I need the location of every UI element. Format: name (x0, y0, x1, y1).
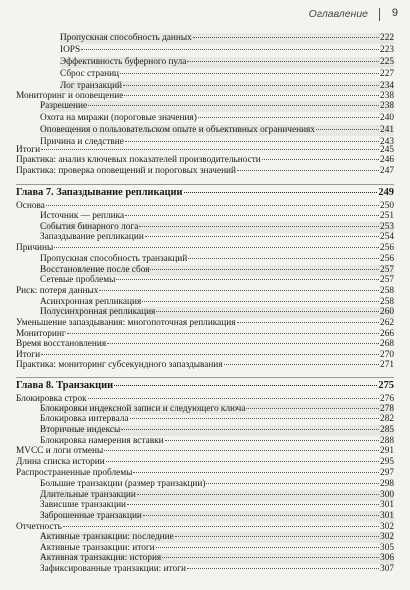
dot-leader (88, 105, 379, 106)
toc-page-number: 288 (380, 436, 394, 446)
dot-leader (175, 536, 379, 537)
toc-entry-title: IOPS (60, 45, 81, 55)
toc-page-number: 238 (380, 91, 394, 101)
toc-entry (16, 360, 394, 371)
toc-page-number: 270 (380, 350, 394, 360)
toc-entry-title: Глава 8. Транзакции (16, 380, 114, 391)
toc-entry-title: Заброшенные транзакции (40, 511, 142, 521)
toc-entry (60, 69, 394, 80)
dot-leader (114, 385, 377, 386)
dot-leader (54, 247, 379, 248)
dot-leader (145, 236, 379, 237)
dot-leader (120, 73, 379, 74)
toc-entry-title: Блокировка строк (16, 394, 87, 404)
dot-leader (187, 61, 379, 62)
toc-entry-title: Охота на миражи (пороговые значения) (40, 113, 197, 123)
toc-entry (40, 564, 394, 575)
dot-leader (121, 429, 379, 430)
toc-entry (16, 155, 394, 166)
toc-entry-title: Большие транзакции (размер транзакции) (40, 479, 206, 489)
toc-page-number: 271 (380, 360, 394, 370)
toc-entry (16, 446, 394, 457)
toc-entry (40, 113, 394, 124)
toc-entry (40, 532, 394, 543)
toc-entry-title: Мониторинг (16, 329, 66, 339)
toc-page-number: 238 (380, 101, 394, 111)
toc-entry-title: События бинарного лога (40, 222, 139, 232)
toc-entry (16, 243, 394, 254)
toc-entry (40, 254, 394, 265)
dot-leader (46, 205, 379, 206)
toc-page-number: 275 (378, 380, 394, 391)
toc-page-number: 257 (380, 265, 394, 275)
toc-entry-title: Полусинхронная репликация (40, 307, 156, 317)
toc-entry-title: MVCC и логи отмены (16, 446, 104, 456)
toc-entry-title: Причины (16, 243, 54, 253)
toc-page-number: 254 (380, 232, 394, 242)
toc-entry-title: Блокировка интервала (40, 414, 129, 424)
page-number: 9 (391, 7, 398, 19)
toc-page-number: 301 (380, 500, 394, 510)
toc-chapter-entry (16, 187, 394, 198)
toc-entry-title: Длина списка истории (16, 457, 105, 467)
toc-entry-title: Разрешение (40, 101, 88, 111)
dot-leader (139, 226, 379, 227)
dot-leader (127, 504, 379, 505)
toc-page-number: 245 (380, 145, 394, 155)
chapter-divider (16, 377, 394, 378)
dot-leader (162, 557, 379, 558)
dot-leader (104, 450, 379, 451)
dot-leader (206, 483, 379, 484)
toc-entry-title: Пропускная способность транзакций (40, 254, 188, 264)
toc-page-number: 268 (380, 339, 394, 349)
toc-page-number: 240 (380, 113, 394, 123)
toc-entry (16, 457, 394, 468)
toc-page-number: 227 (380, 69, 394, 79)
toc-page-number: 298 (380, 479, 394, 489)
dot-leader (316, 129, 379, 130)
toc-entry-title: Сетевые проблемы (40, 275, 116, 285)
toc-page-number: 301 (380, 511, 394, 521)
toc-entry (60, 33, 394, 44)
toc-page-number: 266 (380, 329, 394, 339)
toc-page-number: 257 (380, 275, 394, 285)
toc-page-number: 302 (380, 532, 394, 542)
toc-entry-title: Блокировки индексной записи и следующего ключа (40, 404, 246, 414)
toc-entry-title: Блокировка намерения вставки (40, 436, 164, 446)
toc-entry-title: Сброс страниц (60, 69, 120, 79)
dot-leader (184, 192, 378, 193)
toc-page-number: 222 (380, 33, 394, 43)
toc-entry-title: Зависшие транзакции (40, 500, 127, 510)
toc-page-number: 276 (380, 394, 394, 404)
toc-entry (60, 57, 394, 68)
toc-entry (16, 318, 394, 329)
toc-entry-title: Источник — реплика (40, 211, 125, 221)
toc-page-number: 253 (380, 222, 394, 232)
toc-entry-title: Время восстановления (16, 339, 107, 349)
toc-page-number: 258 (380, 297, 394, 307)
toc-page-number: 243 (380, 137, 394, 147)
dot-leader (125, 215, 379, 216)
toc-entry-title: Уменьшение запаздывания: многопоточная репликация (16, 318, 236, 328)
dot-leader (125, 141, 379, 142)
toc-entry-title: Зафиксированные транзакции: итоги (40, 564, 186, 574)
dot-leader (137, 494, 379, 495)
toc-page-number: 302 (380, 522, 394, 532)
toc-entry (40, 307, 394, 318)
dot-leader (41, 149, 379, 150)
toc-entry-title: Асинхронная репликация (40, 297, 142, 307)
toc-entry (40, 553, 394, 564)
toc-entry (40, 479, 394, 490)
toc-entry-title: Глава 7. Запаздывание репликации (16, 187, 183, 198)
toc-page-number: 285 (380, 425, 394, 435)
running-title: Оглавление (308, 8, 368, 20)
toc-entry (16, 166, 394, 177)
toc-page-number: 241 (380, 125, 394, 135)
dot-leader (165, 440, 379, 441)
toc-entry-title: Основа (16, 201, 45, 211)
toc-entry-title: Мониторинг и оповещение (16, 91, 124, 101)
toc-page-number: 278 (380, 404, 394, 414)
toc-entry-title: Практика: мониторинг субсекундного запаздывания (16, 360, 223, 370)
toc-entry (60, 45, 394, 56)
dot-leader (124, 95, 379, 96)
toc-page-number: 246 (380, 155, 394, 165)
toc-entry-title: Запаздывание репликации (40, 232, 144, 242)
toc-page-number: 260 (380, 307, 394, 317)
toc-entry-title: Практика: анализ ключевых показателей производительности (16, 155, 261, 165)
dot-leader (237, 322, 380, 323)
toc-entry (16, 339, 394, 350)
dot-leader (150, 269, 379, 270)
dot-leader (116, 279, 379, 280)
dot-leader (41, 354, 379, 355)
toc-entry-title: Эффективность буферного пула (60, 57, 187, 67)
toc-entry (16, 286, 394, 297)
toc-page-number: 251 (380, 211, 394, 221)
toc-entry (40, 425, 394, 436)
toc-entry (40, 232, 394, 243)
toc-page-number: 223 (380, 45, 394, 55)
toc-entry-title: Активные транзакции: итоги (40, 543, 155, 553)
toc-page-number: 307 (380, 564, 394, 574)
toc-entry (40, 275, 394, 286)
toc-entry-title: Риск: потеря данных (16, 286, 99, 296)
toc-page-number: 258 (380, 286, 394, 296)
dot-leader (133, 472, 379, 473)
toc-entry (16, 468, 394, 479)
toc-entry-title: Вторичные индексы (40, 425, 121, 435)
dot-leader (156, 311, 379, 312)
toc-page-number: 256 (380, 254, 394, 264)
dot-leader (193, 37, 379, 38)
dot-leader (88, 398, 379, 399)
dot-leader (142, 301, 379, 302)
dot-leader (106, 461, 379, 462)
toc-entry (40, 511, 394, 522)
toc-entry (40, 500, 394, 511)
dot-leader (188, 258, 379, 259)
toc-page-number: 291 (380, 446, 394, 456)
dot-leader (123, 85, 379, 86)
toc-page-number: 247 (380, 166, 394, 176)
toc-chapter-entry (16, 380, 394, 391)
toc-entry (40, 211, 394, 222)
toc-page-number: 306 (380, 553, 394, 563)
dot-leader (224, 364, 379, 365)
toc-entry-title: Длительные транзакции (40, 490, 136, 500)
toc-page-number: 249 (378, 187, 394, 198)
dot-leader (262, 159, 379, 160)
toc-page-number: 295 (380, 457, 394, 467)
toc-entry-title: Итоги (16, 350, 41, 360)
dot-leader (130, 418, 380, 419)
toc-entry-title: Распространенные проблемы (16, 468, 133, 478)
toc-entry (40, 125, 394, 136)
dot-leader (198, 117, 379, 118)
toc-entry-title: Практика: проверка оповещений и пороговых значений (16, 166, 236, 176)
toc-page-number: 234 (380, 81, 394, 91)
toc-entry-title: Оповещения о пользовательском опыте и объективных ограничениях (40, 125, 315, 135)
toc-entry-title: Активные транзакции: последние (40, 532, 174, 542)
dot-leader (237, 170, 379, 171)
toc-page-number: 282 (380, 414, 394, 424)
dot-leader (187, 568, 379, 569)
toc-page-number: 225 (380, 57, 394, 67)
dot-leader (156, 547, 379, 548)
dot-leader (67, 333, 379, 334)
toc-entry-title: Восстановление после сбоя (40, 265, 150, 275)
toc-page-number: 297 (380, 468, 394, 478)
toc-entry-title: Отчетность (16, 522, 62, 532)
toc-page-number: 300 (380, 490, 394, 500)
dot-leader (63, 526, 379, 527)
toc-page-number: 305 (380, 543, 394, 553)
toc-entry-title: Причина и следствие (40, 137, 124, 147)
toc-entry (40, 414, 394, 425)
toc-page-number: 250 (380, 201, 394, 211)
dot-leader (99, 290, 379, 291)
toc-page-number: 256 (380, 243, 394, 253)
toc-entry-title: Итоги (16, 145, 41, 155)
toc-entry (40, 101, 394, 112)
toc-entry-title: Активная транзакция: история (40, 553, 162, 563)
toc-page-number: 262 (380, 318, 394, 328)
dot-leader (143, 515, 379, 516)
dot-leader (246, 408, 379, 409)
chapter-divider (16, 184, 394, 185)
dot-leader (81, 49, 379, 50)
toc-entry-title: Лог транзакций (60, 81, 123, 91)
toc-entry-title: Пропускная способность данных (60, 33, 192, 43)
dot-leader (107, 343, 379, 344)
